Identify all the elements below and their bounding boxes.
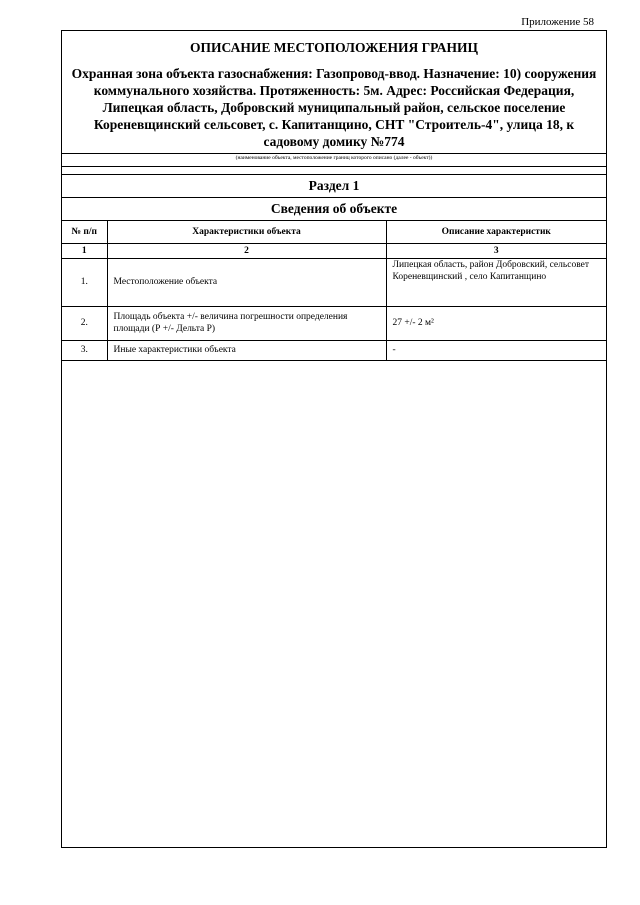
index-2: 2 — [107, 243, 386, 258]
document-frame — [61, 30, 607, 848]
spacer-row — [62, 167, 606, 175]
header-characteristics: Характеристики объекта — [107, 221, 386, 243]
table-header-row — [62, 221, 606, 243]
table-row — [62, 306, 606, 340]
header-description: Описание характеристик — [386, 221, 606, 243]
row-characteristic: Местоположение объекта — [107, 258, 386, 306]
row-description: 27 +/- 2 м² — [386, 306, 606, 340]
row-description: Липецкая область, район Добровский, сельсовет Кореневщинский , село Капитанщино — [386, 258, 606, 306]
appendix-label: Приложение 58 — [521, 16, 594, 28]
row-characteristic: Иные характеристики объекта — [107, 340, 386, 360]
row-description: - — [386, 340, 606, 360]
object-info-table — [62, 221, 606, 361]
table-row — [62, 258, 606, 306]
header-number: № п/п — [62, 221, 107, 243]
object-name: Охранная зона объекта газоснабжения: Газопровод-ввод. Назначение: 10) сооружения коммунального хозяйства. Протяженность: 5м. Адрес: Российская Федерация, Липецкая область, Добровский муниципальный район, сельское поселение Кореневщинский сельсовет, с. Капитанщино, СНТ "Строитель-4", улица 18, к садовому домику №774 — [71, 66, 597, 149]
table-index-row — [62, 243, 606, 258]
section-subtitle: Сведения об объекте — [62, 198, 606, 221]
object-caption: (наименование объекта, местоположение границ которого описано (далее - объект)) — [62, 154, 606, 167]
document-title: ОПИСАНИЕ МЕСТОПОЛОЖЕНИЯ ГРАНИЦ — [190, 40, 478, 55]
row-number: 2. — [62, 306, 107, 340]
row-characteristic: Площадь объекта +/- величина погрешности определения площади (Р +/- Дельта Р) — [107, 306, 386, 340]
row-number: 1. — [62, 258, 107, 306]
index-1: 1 — [62, 243, 107, 258]
section-title: Раздел 1 — [62, 175, 606, 198]
row-number: 3. — [62, 340, 107, 360]
table-row — [62, 340, 606, 360]
index-3: 3 — [386, 243, 606, 258]
